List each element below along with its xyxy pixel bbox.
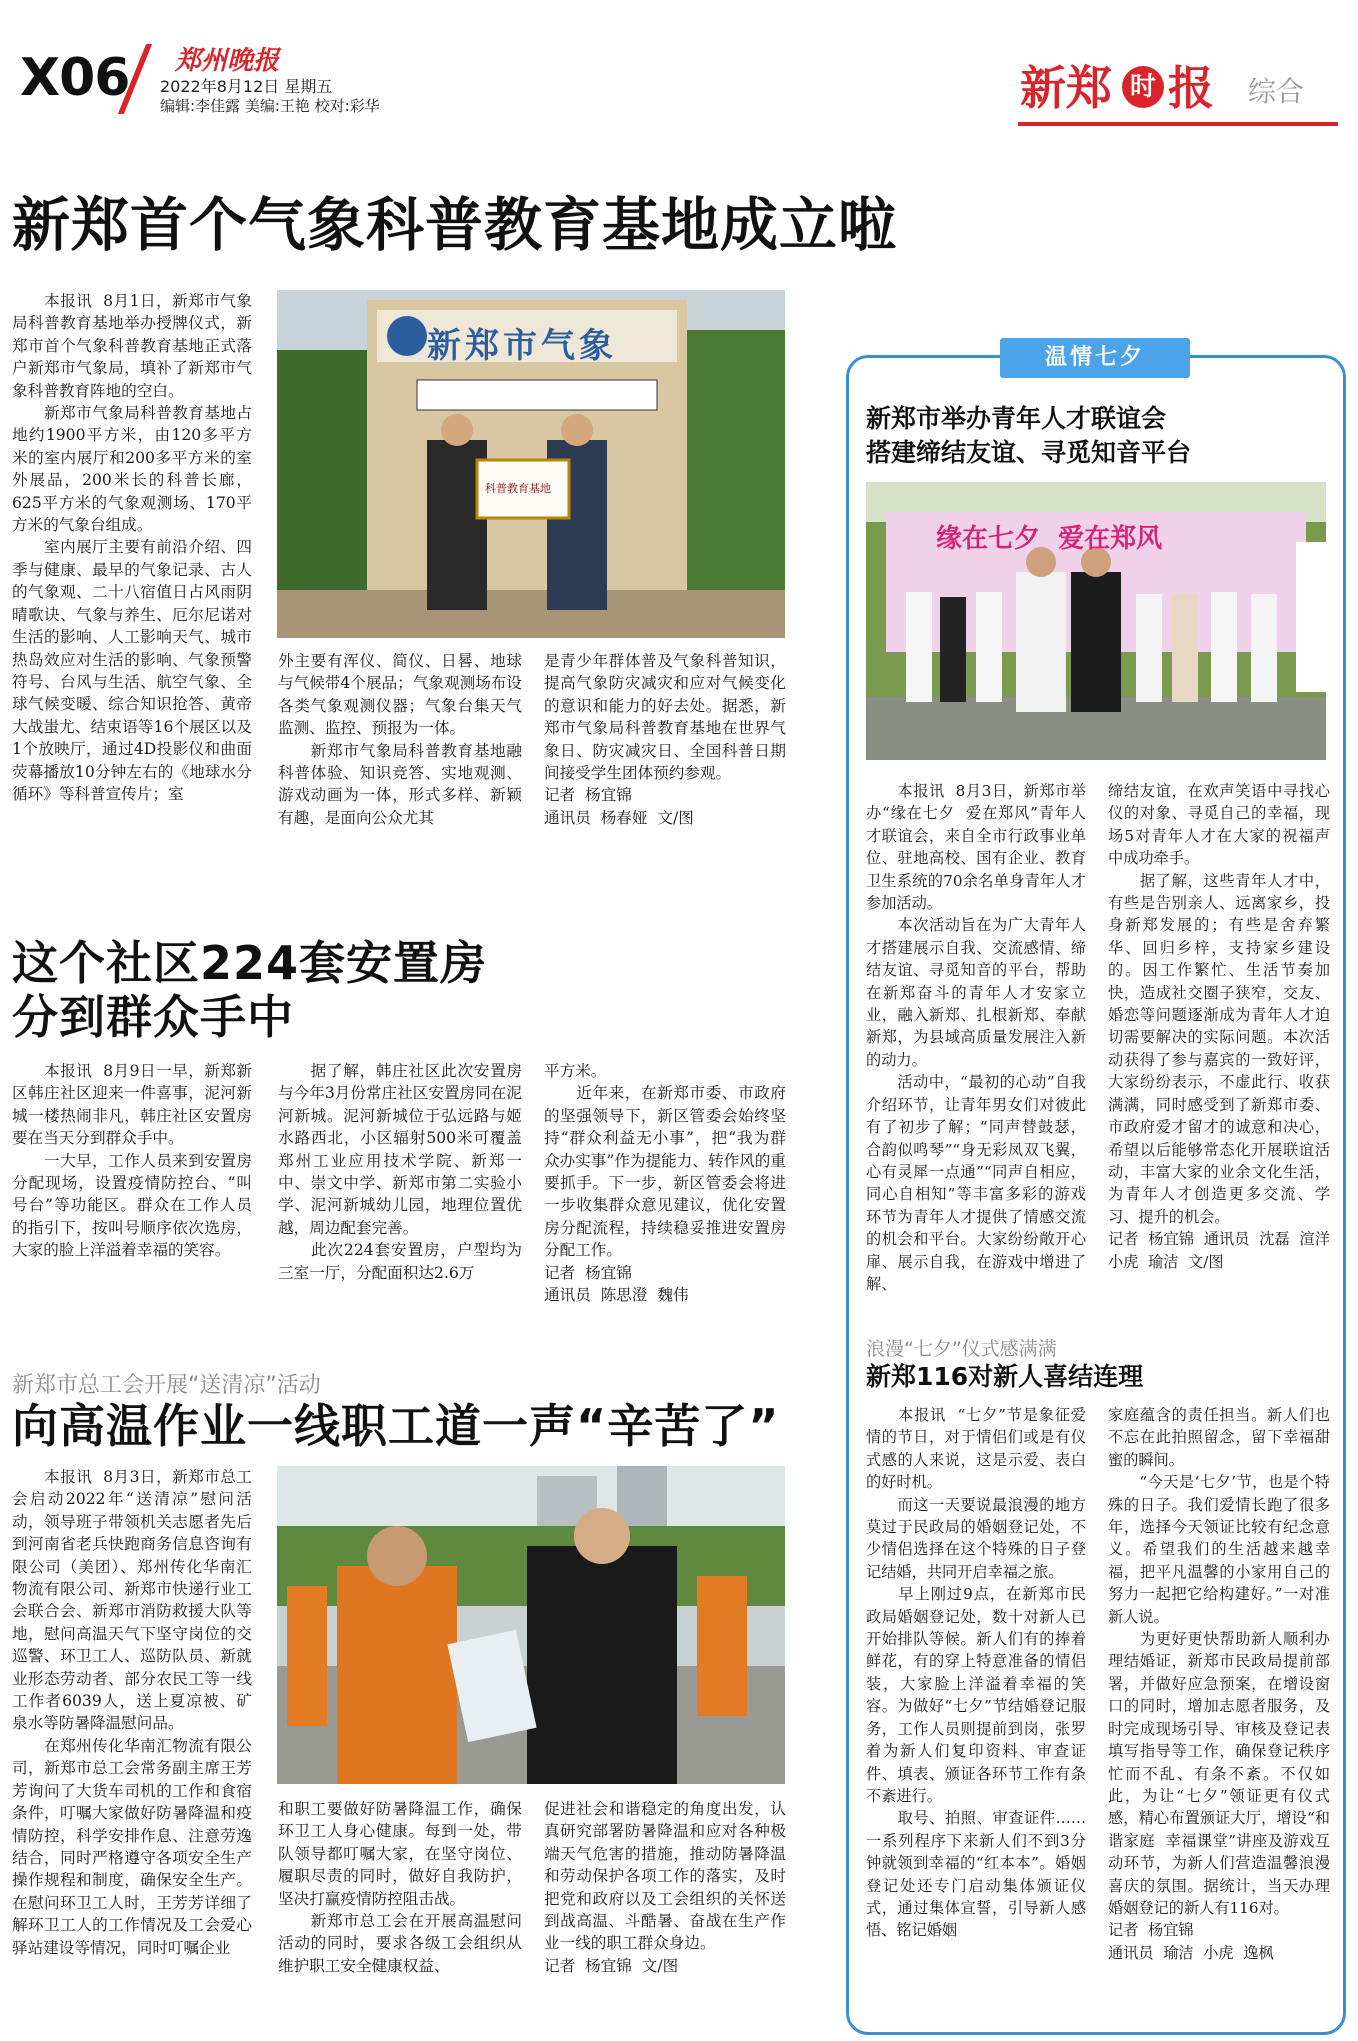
qixi-tag: 温情七夕 — [1000, 338, 1190, 378]
cooling-visit-photo — [277, 1466, 785, 1784]
date-line: 2022年8月12日 星期五 — [160, 77, 333, 96]
article2-col1: 本报讯 8月9日一早，新郑新区韩庄社区迎来一件喜事，泥河新城一楼热闹非凡，韩庄社区安置房要在当天分到群众手中。 一大早，工作人员来到安置房分配现场，设置疫情防控台、“叫号台”等功能区。群众在工作人员的指引下，按叫号顺序依次选房，大家的脸上洋溢着幸福的笑容。 — [12, 1062, 252, 1260]
article4-col1: 本报讯 8月3日，新郑市举办“缘在七夕 爱在郑风”青年人才联谊会，来自全市行政事业单位、驻地高校、国有企业、教育卫生系统的70余名单身青年人才参加活动。 本次活动旨在为广大青年人才搭建展示自我、交流感情、缔结友谊、寻觅知音的平台，帮助在新郑奋斗的青年人才安家立业，融入新郑、扎根新郑、奉献新郑，为县域高质量发展注入新的动力。 活动中，“最初的心动”自我介绍环节，让青年男女们对彼此有了初步了解；“同声替鼓瑟，合韵似鸣琴”“身无彩凤双飞翼，心有灵犀一点通”“同声自相应，同心自相知”等丰富多彩的游戏环节为青年人才提供了情感交流的机会和平台。大家纷纷敞开心扉、展示自我，在游戏中增进了解、 — [866, 782, 1086, 1293]
article3-kicker: 新郑市总工会开展“送清凉”活动 — [12, 1373, 321, 1398]
article5-col1: 本报讯 “七夕”节是象征爱情的节日，对于情侣们或是有仪式感的人来说，这是示爱、表白的好时机。 而这一天要说最浪漫的地方莫过于民政局的婚姻登记处，不少情侣选择在这个特殊的日子登记结婚，共同开启幸福之旅。 早上刚过9点，在新郑市民政局婚姻登记处，数十对新人已开始排队等候。新人们有的捧着鲜花，有的穿上特意准备的情侣装，大家脸上洋溢着幸福的笑容。为做好“七夕”节结婚登记服务，工作人员则提前到岗，张罗着为新人们复印资料、审查证件、填表、颁证各环节工作有条不紊进行。 取号、拍照、审查证件……一系列程序下来新人们不到3分钟就领到幸福的“红本本”。婚姻登记处还专门启动集体颁证仪式，通过集体宣誓，引导新人感悟、铭记婚姻 — [866, 1406, 1086, 1940]
article4-col2: 缔结友谊，在欢声笑语中寻找心仪的对象、寻觅自己的幸福，现场5对青年人才在大家的祝福声中成功牵手。 据了解，这些青年人才中，有些是告别亲人、远离家乡，投身新郑发展的；有些是舍弃繁华、回归乡梓，支持家乡建设的。因工作繁忙、生活节奏加快，造成社交圈子狭窄，交友、婚恋等问题逐渐成为青年人才迫切需要解决的实际问题。本次活动获得了参与嘉宾的一致好评，大家纷纷表示，不虚此行、收获满满，同时感受到了新郑市委、市政府爱才留才的诚意和决心，希望以后能够常态化开展联谊活动，丰富大家的业余文化生活，为青年人才创造更多交流、学习、提升的机会。 记者 杨宜锦 通讯员 沈磊 渲洋 小虎 瑜洁 文/图 — [1108, 782, 1330, 1271]
article1-col1: 本报讯 8月1日，新郑市气象局科普教育基地举办授牌仪式，新郑市首个气象科普教育基地正式落户新郑市气象局，填补了新郑市气象科普教育阵地的空白。 新郑市气象局科普教育基地占地约1900平方米，由120多平方米的室内展厅和200多平方米的室外展品，200米长的科普长廊，625平方米的气象观测场、170平方米的气象台组成。 室内展厅主要有前沿介绍、四季与健康、最早的气象记录、古人的气象观、二十八宿值日占风雨阴晴歌诀、气象与养生、厄尔尼诺对生活的影响、人工影响天气、城市热岛效应对生活的影响、气象预警符号、台风与生活、航空气象、全球气候变暖、综合知识抢答、黄帝大战蚩尤、结束语等16个展区以及1个放映厅，通过4D投影仪和曲面荧幕播放10分钟左右的《地球水分循环》等科普宣传片；室 — [12, 292, 252, 803]
article2-title-2: 分到群众手中 — [12, 990, 294, 1044]
article3-col3: 促进社会和谐稳定的角度出发，认真研究部署防暑降温和应对各种极端天气危害的措施，推动防暑降温和劳动保护各项工作的落实，及时把党和政府以及工会组织的关怀送到战高温、斗酷暑、奋战在生产作业一线的职工群众身边。 记者 杨宜锦 文/图 — [544, 1800, 786, 1975]
article5-kicker: 浪漫“七夕”仪式感满满 — [866, 1338, 1057, 1360]
article4-title-1: 新郑市举办青年人才联谊会 — [866, 404, 1167, 433]
photo-plaque-text: 科普教育基地 — [485, 482, 551, 495]
paper-name: 郑州晚报 — [175, 46, 280, 76]
brand-left: 新郑 — [1020, 61, 1112, 115]
youth-mixer-photo — [866, 482, 1326, 760]
article3-title: 向高温作业一线职工道一声“辛苦了” — [12, 1399, 780, 1453]
article2-col3: 平方米。 近年来，在新郑市委、市政府的坚强领导下，新区管委会始终坚持“群众利益无小事”，把“我为群众办实事”作为提能力、转作风的重要抓手。下一步，新区管委会将进一步收集群众意见建议，优化安置房分配流程，持续稳妥推进安置房分配工作。 记者 杨宜锦 通讯员 陈思澄 魏伟 — [544, 1062, 786, 1305]
article5-title: 新郑116对新人喜结连理 — [866, 1362, 1144, 1391]
weather-base-photo — [277, 290, 785, 638]
article1-col3: 是青少年群体普及气象科普知识，提高气象防灾减灾和应对气候变化的意识和能力的好去处。据悉，新郑市气象局科普教育基地在世界气象日、防灾减灾日、全国科普日期间接受学生团体预约参观。 记者 杨宜锦 通讯员 杨春娅 文/图 — [544, 652, 786, 827]
article3-col2: 和职工要做好防暑降温工作，确保环卫工人身心健康。每到一处，带队领导都叮嘱大家，在坚守岗位、履职尽责的同时，做好自我防护，坚决打赢疫情防控阻击战。 新郑市总工会在开展高温慰问活动的同时，要求各级工会组织从维护职工安全健康权益、 — [278, 1800, 522, 1975]
cooling-visit-photo-svg — [277, 1466, 785, 1784]
article1-title: 新郑首个气象科普教育基地成立啦 — [12, 191, 898, 259]
article5-col2: 家庭蕴含的责任担当。新人们也不忘在此拍照留念，留下幸福甜蜜的瞬间。 “今天是‘七夕’节，也是个特殊的日子。我们爱情长跑了很多年，选择今天领证比较有纪念意义。希望我们的生活越来越幸福，把平凡温馨的小家用自己的努力一起把它给构建好。”一对准新人说。 为更好更快帮助新人顺利办理结婚证，新郑市民政局提前部署，并做好应急预案，在增设窗口的同时，增加志愿者服务，及时完成现场引导、审核及登记表填写指导等工作，确保登记秩序忙而不乱、有条不紊。不仅如此，为让“七夕”领证更有仪式感，精心布置颁证大厅，增设“和谐家庭 幸福课堂”讲座及游戏互动环节，为新人们营造温馨浪漫喜庆的氛围。据统计，当天办理婚姻登记的新人有116对。 记者 杨宜锦 通讯员 瑜洁 小虎 逸枫 — [1108, 1406, 1330, 1962]
article3-col1: 本报讯 8月3日，新郑市总工会启动2022年“送清凉”慰问活动，领导班子带领机关志愿者先后到河南省老兵快跑商务信息咨询有限公司（美团）、郑州传化华南汇物流有限公司、新郑市快递行业工会联合会、新郑市消防救援大队等地，慰问高温天气下坚守岗位的交巡警、环卫工人、巡防队员、新就业形态劳动者、部分农民工等一线工作者6039人，送上夏凉被、矿泉水等防暑降温慰问品。 在郑州传化华南汇物流有限公司，新郑市总工会常务副主席王芳芳询问了大货车司机的工作和食宿条件，叮嘱大家做好防暑降温和疫情防控，科学安排作息、注意劳逸结合，同时严格遵守各项安全生产操作规程和制度，确保安全生产。在慰问环卫工人时，王芳芳详细了解环卫工人的工作情况及工会爱心驿站建设等情况，同时叮嘱企业 — [12, 1468, 252, 1957]
header-rule — [1018, 122, 1338, 126]
page-number: X06 — [20, 48, 130, 108]
photo-banner-text: 缘在七夕 爱在郑风 — [936, 524, 1163, 554]
article4-title-2: 搭建缔结友谊、寻觅知音平台 — [866, 438, 1192, 467]
brand-circle: 时 — [1122, 66, 1164, 108]
photo-sign-text: 新郑市气象 — [427, 326, 617, 366]
section-name: 综合 — [1248, 75, 1305, 108]
article2-col2: 据了解，韩庄社区此次安置房与今年3月份常庄社区安置房同在泥河新城。泥河新城位于弘远路与姬水路西北，小区辐射500米可覆盖郑州工业应用技术学院、新郑一中、崇文中学、新郑市第二实验小学、泥河新城幼儿园，地理位置优越，周边配套完善。 此次224套安置房，户型均为三室一厅，分配面积达2.6万 — [278, 1062, 522, 1282]
brand-right: 报 — [1168, 61, 1214, 115]
article2-title-1: 这个社区224套安置房 — [12, 936, 488, 990]
editors-line: 编辑:李佳露 美编:王艳 校对:彩华 — [160, 97, 380, 115]
article1-col2: 外主要有浑仪、简仪、日晷、地球与气候带4个展品；气象观测场布设各类气象观测仪器；气象台集天气监测、监控、预报为一体。 新郑市气象局科普教育基地融科普体验、知识竞答、实地观测、游戏动画为一体，形式多样、新颖有趣，是面向公众尤其 — [278, 652, 522, 827]
